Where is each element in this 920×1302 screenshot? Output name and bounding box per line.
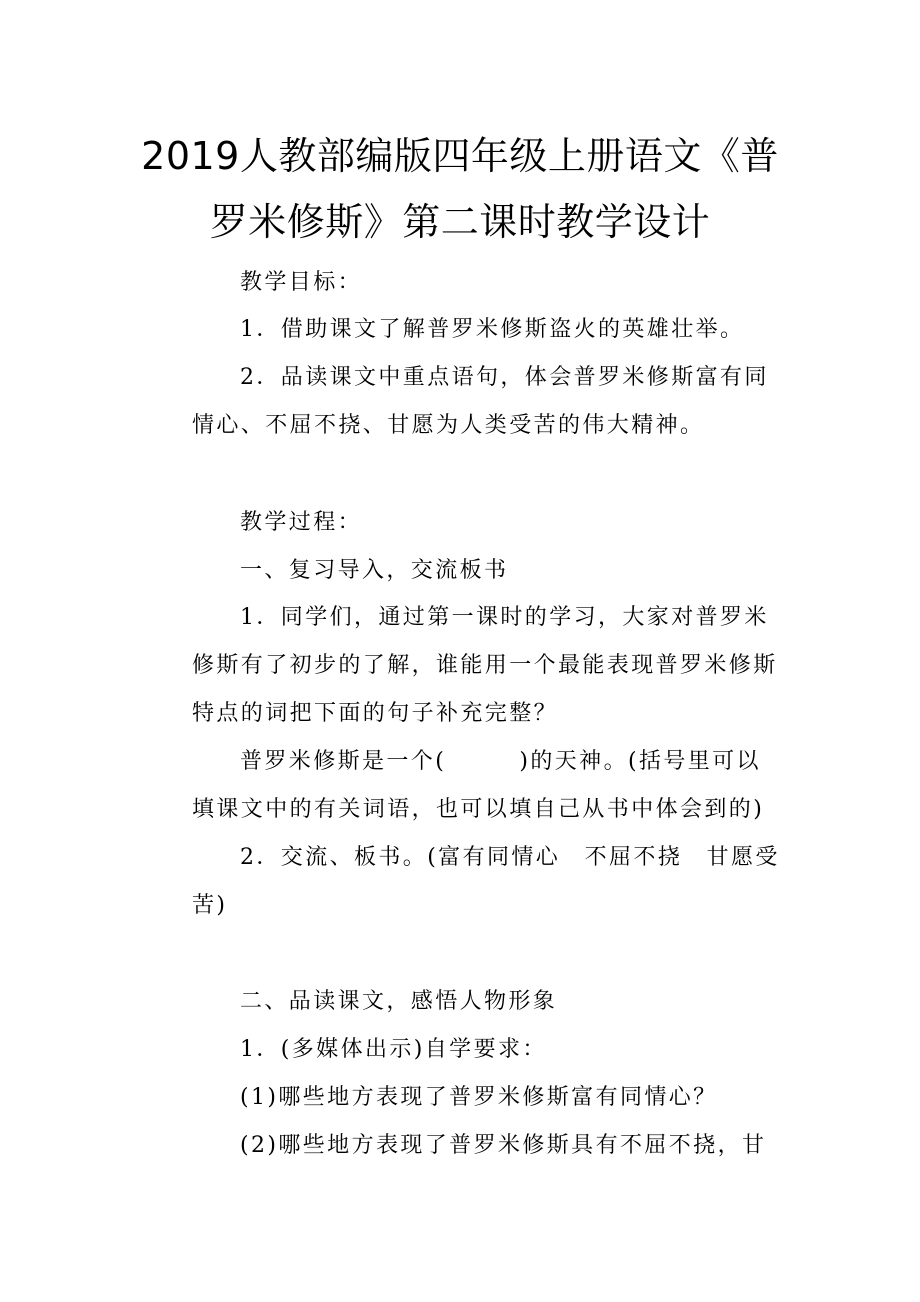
goal-2-line-2: 情心、不屈不挠、甘愿为人类受苦的伟大精神。 xyxy=(192,413,705,438)
teaching-process-heading: 教学过程： xyxy=(240,510,363,535)
paragraph-1-line-1: 1．同学们，通过第一课时的学习，大家对普罗米 xyxy=(240,605,769,630)
self-study-requirements: 1．(多媒体出示)自学要求： xyxy=(240,1037,547,1062)
goal-1: 1．借助课文了解普罗米修斯盗火的英雄壮举。 xyxy=(240,317,745,342)
paragraph-2-line-1: 2．交流、板书。(富有同情心 不屈不挠 甘愿受 xyxy=(240,845,780,870)
teaching-goals-heading: 教学目标： xyxy=(240,270,363,295)
paragraph-1-line-2: 修斯有了初步的了解，谁能用一个最能表现普罗米修斯 xyxy=(192,653,778,678)
question-1: (1)哪些地方表现了普罗米修斯富有同情心？ xyxy=(240,1085,718,1110)
document-title-line-1: 2019人教部编版四年级上册语文《普 xyxy=(141,134,779,178)
document-title-line-2: 罗米修斯》第二课时教学设计 xyxy=(209,200,711,244)
goal-2-line-1: 2．品读课文中重点语句，体会普罗米修斯富有同 xyxy=(240,365,769,390)
section-1-heading: 一、复习导入，交流板书 xyxy=(240,558,509,583)
fill-in-sentence-line-2: 填课文中的有关词语，也可以填自己从书中体会到的) xyxy=(192,797,765,822)
section-2-heading: 二、品读课文，感悟人物形象 xyxy=(240,989,558,1014)
fill-in-sentence-line-1: 普罗米修斯是一个( )的天神。(括号里可以 xyxy=(240,749,761,774)
paragraph-1-line-3: 特点的词把下面的句子补充完整？ xyxy=(192,701,559,726)
paragraph-2-line-2: 苦) xyxy=(192,893,228,918)
question-2: (2)哪些地方表现了普罗米修斯具有不屈不挠，甘 xyxy=(240,1133,767,1158)
